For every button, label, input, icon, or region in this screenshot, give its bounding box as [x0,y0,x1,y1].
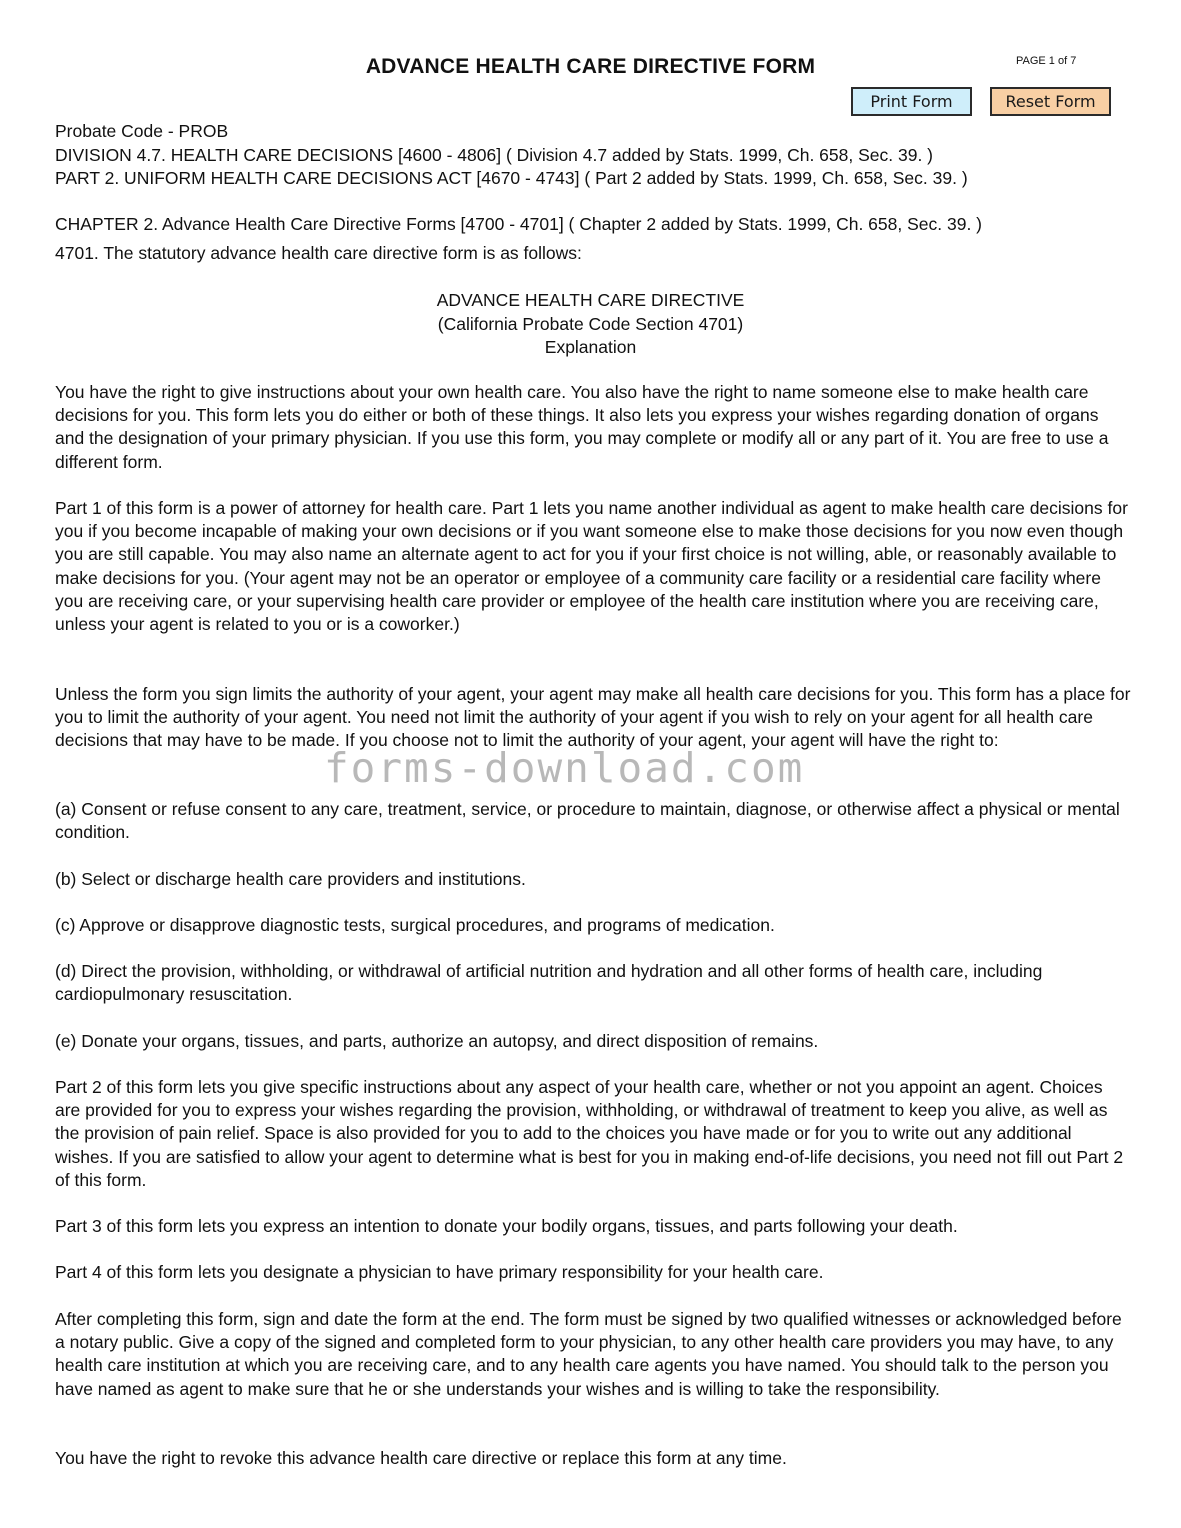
directive-title: ADVANCE HEALTH CARE DIRECTIVE [436,290,745,310]
statute-part: PART 2. UNIFORM HEALTH CARE DECISIONS ACT [4670 - 4743] ( Part 2 added by Stats. 1999, Ch. 658, Sec. 39. ) [55,168,968,188]
list-item-c: (c) Approve or disapprove diagnostic tests, surgical procedures, and programs of medication. [55,915,775,935]
paragraph-rights: You have the right to give instructions about your own health care. You also have the right to name someone else to make health care decisions for you. This form lets you do either or both of these things. It also lets you express your wishes regarding donation of organs and the designation of your primary physician. If you use this form, you may complete or modify all or any part of it. You are free to use a different form. [55,382,1109,472]
paragraph-after-completing: After completing this form, sign and date the form at the end. The form must be signed by two qualified witnesses or acknowledged before a notary public. Give a copy of the signed and completed form to your physician, to any other health care providers you may have, to any health care institution at which you are receiving care, and to any health care agents you have named. You should talk to the person you have named as agent to make sure that he or she understands your wishes and is willing to take the responsibility. [55,1309,1122,1399]
page-title: ADVANCE HEALTH CARE DIRECTIVE FORM [365,55,816,78]
statute-section: 4701. The statutory advance health care directive form is as follows: [55,243,582,263]
reset-form-button[interactable]: Reset Form [990,87,1111,116]
list-item-a: (a) Consent or refuse consent to any care, treatment, service, or procedure to maintain, diagnose, or otherwise affect a physical or mental condition. [55,799,1120,843]
paragraph-revoke: You have the right to revoke this advance health care directive or replace this form at any time. [55,1448,787,1468]
directive-explanation-label: Explanation [544,337,637,357]
paragraph-part3: Part 3 of this form lets you express an intention to donate your bodily organs, tissues, and parts following your death. [55,1216,958,1236]
paragraph-part2: Part 2 of this form lets you give specific instructions about any aspect of your health care, whether or not you appoint an agent. Choices are provided for you to express your wishes regarding the provision, withholding, or withdrawal of treatment to keep you alive, as well as the provision of pain relief. Space is also provided for you to add to the choices you have made or for you to write out any additional wishes. If you are satisfied to allow your agent to determine what is best for you in making end-of-life decisions, you need not fill out Part 2 of this form. [55,1077,1124,1190]
paragraph-agent-authority: Unless the form you sign limits the authority of your agent, your agent may make all health care decisions for you. This form has a place for you to limit the authority of your agent. You need not limit the authority of your agent if you wish to rely on your agent for all health care decisions that may have to be made. If you choose not to limit the authority of your agent, your agent will have the right to: [55,684,1131,751]
directive-heading [0,289,1181,360]
page-indicator: PAGE 1 of 7 [1016,55,1077,67]
paragraph-part1: Part 1 of this form is a power of attorney for health care. Part 1 lets you name another individual as agent to make health care decisions for you if you become incapable of making your own decisions or if you want someone else to make those decisions for you now even though you are still capable. You may also name an alternate agent to act for you if your first choice is not willing, able, or reasonably available to make decisions for you. (Your agent may not be an operator or employee of a community care facility or a residential care facility where you are receiving care, or your supervising health care provider or employee of the health care institution where you are receiving care, unless your agent is related to you or is a coworker.) [55,498,1128,635]
statute-chapter: CHAPTER 2. Advance Health Care Directive Forms [4700 - 4701] ( Chapter 2 added by Stats. 1999, Ch. 658, Sec. 39. ) [55,214,982,234]
watermark-text: forms-download.com [324,744,805,792]
list-item-d: (d) Direct the provision, withholding, or withdrawal of artificial nutrition and hydration and all other forms of health care, including cardiopulmonary resuscitation. [55,961,1043,1005]
statute-division: DIVISION 4.7. HEALTH CARE DECISIONS [4600 - 4806] ( Division 4.7 added by Stats. 1999, Ch. 658, Sec. 39. ) [55,145,933,165]
paragraph-part4: Part 4 of this form lets you designate a physician to have primary responsibility for your health care. [55,1262,824,1282]
list-item-e: (e) Donate your organs, tissues, and parts, authorize an autopsy, and direct disposition of remains. [55,1031,819,1051]
directive-citation: (California Probate Code Section 4701) [437,313,744,334]
statute-code: Probate Code - PROB [55,121,229,141]
list-item-b: (b) Select or discharge health care providers and institutions. [55,869,526,889]
print-form-button[interactable]: Print Form [851,87,972,116]
